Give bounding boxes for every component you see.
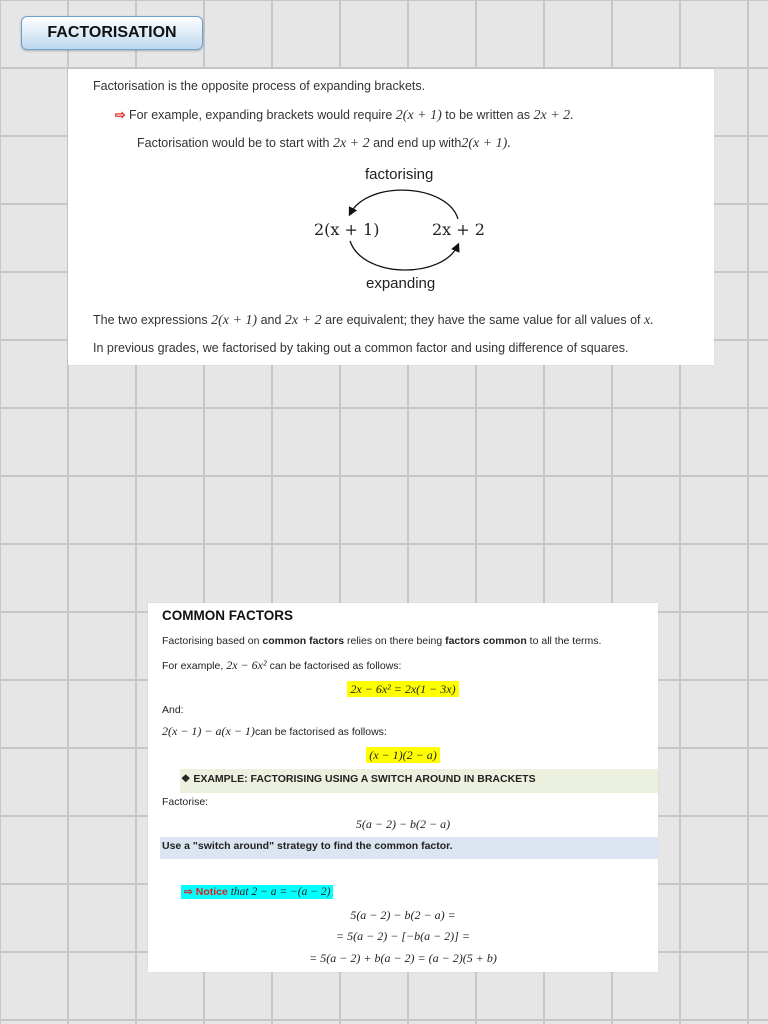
factorising-arrow <box>350 190 458 219</box>
diagram-left-expr: 2(x + 1) <box>314 220 380 239</box>
and-label: And: <box>162 704 184 716</box>
arrow-right-icon: ⇨ <box>115 108 126 122</box>
first-example-result: 2x − 6x² = 2x(1 − 3x) <box>347 681 458 697</box>
example-heading: ❖ EXAMPLE: FACTORISING USING A SWITCH AROUND IN BRACKETS <box>181 773 536 785</box>
factorisation-line: Factorisation would be to start with 2x + 2 and end up with2(x + 1). <box>137 136 511 151</box>
working-step-3: = 5(a − 2) + b(a − 2) = (a − 2)(5 + b) <box>309 951 497 965</box>
first-example-result-row <box>148 680 658 698</box>
arrow-right-icon: ⇨ <box>184 886 193 898</box>
intro-card <box>68 69 714 365</box>
diamond-bullet-icon: ❖ <box>181 773 191 785</box>
notice-line: ⇨ Notice that 2 − a = −(a − 2) <box>181 886 333 898</box>
example-line: ⇨ For example, expanding brackets would require 2(x + 1) to be written as 2x + 2. <box>115 108 574 123</box>
factorise-label: Factorise: <box>162 796 209 808</box>
diagram-bottom-label: expanding <box>366 275 436 292</box>
section-title-tab <box>21 16 203 50</box>
equivalence-line: The two expressions 2(x + 1) and 2x + 2 are equivalent; they have the same value for all values of x. <box>93 313 654 328</box>
first-example-line: For example, 2x − 6x² can be factorised as follows: <box>162 658 402 672</box>
working-step-1: 5(a − 2) − b(2 − a) = <box>350 908 456 922</box>
second-example-result: (x − 1)(2 − a) <box>366 747 440 763</box>
second-example-result-row <box>148 746 658 764</box>
diagram-top-label: factorising <box>365 166 434 183</box>
second-example-line: 2(x − 1) − a(x − 1)can be factorised as follows: <box>162 724 387 738</box>
intro-line: Factorisation is the opposite process of expanding brackets. <box>93 79 426 93</box>
working-step-2: = 5(a − 2) − [−b(a − 2)] = <box>336 929 470 943</box>
common-factors-card <box>148 603 658 972</box>
strategy-line: Use a "switch around" strategy to find the common factor. <box>162 840 453 852</box>
section-title: FACTORISATION <box>47 24 177 41</box>
expanding-arrow <box>350 241 458 270</box>
previous-grades-line: In previous grades, we factorised by taking out a common factor and using difference of squares. <box>93 341 629 355</box>
common-factors-heading: COMMON FACTORS <box>162 608 293 623</box>
problem-expression: 5(a − 2) − b(2 − a) <box>355 817 451 831</box>
diagram-arrows <box>338 179 468 279</box>
diagram-right-expr: 2x + 2 <box>432 220 485 239</box>
common-factors-definition: Factorising based on common factors relies on there being factors common to all the terms. <box>162 635 602 647</box>
